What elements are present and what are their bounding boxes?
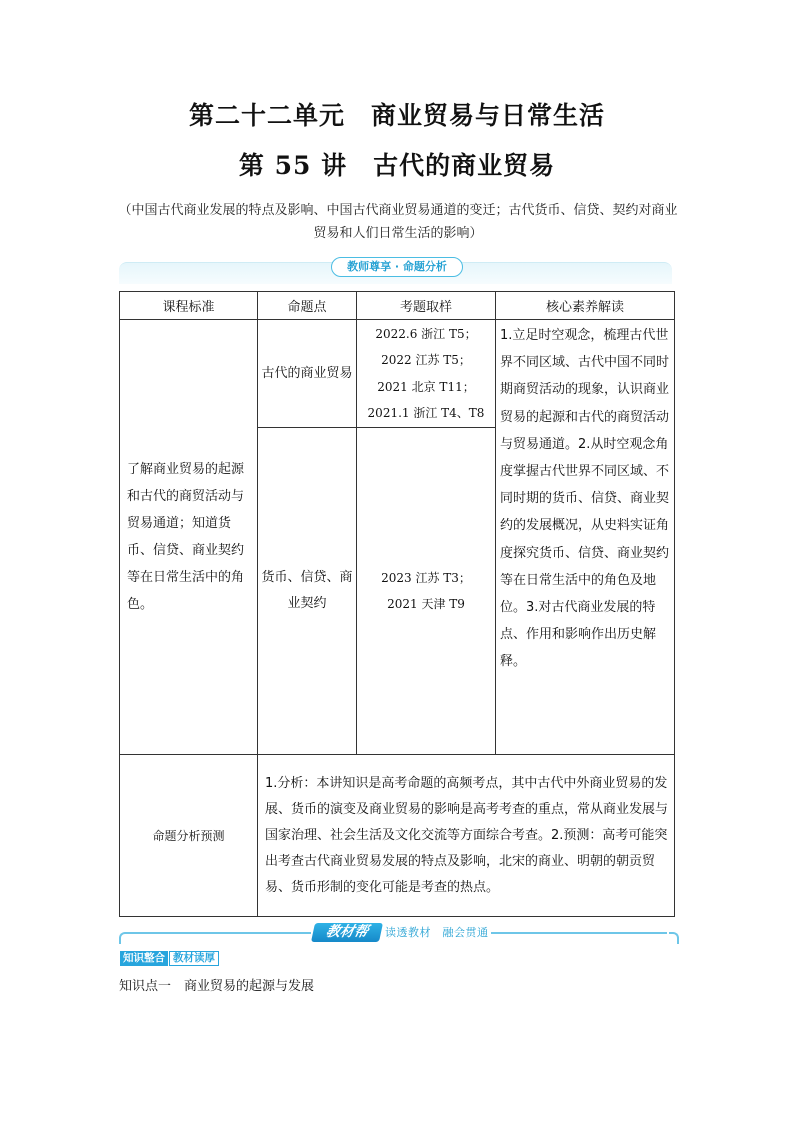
prediction-label: 命题分析预测 [120,755,258,917]
core-literacy: 1.立足时空观念，梳理古代世界不同区域、古代中国不同时期商贸活动的现象，认识商业贸易的起源和古代的商贸活动与贸易通道。2.从时空观念角度掌握古代世界不同区域、不同时期的货币、信贷、商业契约的发展概况，从史料实证角度探究货币、信贷、商业契约等在日常生活中的角色及地位。3.对古代商业发展的特点、作用和影响作出历史解释。 [496,320,675,755]
textbook-badge: 教材帮 [311,923,383,942]
header-point: 命题点 [258,292,357,320]
header-core: 核心素养解读 [496,292,675,320]
point-currency: 货币、信贷、商业契约 [258,428,357,755]
banner-line-right [491,932,667,934]
exam-item: 2022.6 浙江 T5； [375,326,477,341]
exam-item: 2021 天津 T9 [387,597,465,611]
tag-textbook: 教材读厚 [169,951,219,966]
exam-samples-1 [357,320,496,428]
exam-item: 2023 江苏 T3； [381,570,471,585]
banner-line-left [125,932,311,934]
lecture-title: 第 55 讲 古代的商业贸易 [238,151,556,180]
table-row [120,320,675,428]
exam-item: 2021 北京 T11； [377,379,475,394]
teacher-banner [119,262,672,284]
unit-title: 第二十二单元 商业贸易与日常生活 [188,101,605,130]
tag-knowledge: 知识整合 [120,951,168,966]
knowledge-point-heading: 知识点一 商业贸易的起源与发展 [119,979,315,994]
exam-item: 2022 江苏 T5； [381,353,471,367]
table-header-row [120,292,675,320]
scope-text: （中国古代商业发展的特点及影响、中国古代商业贸易通道的变迁；古代货币、信贷、契约对商业贸易和人们日常生活的影响） [118,203,678,241]
exam-samples-2 [357,428,496,755]
analysis-table [119,291,675,917]
banner-label: 教师尊享 · 命题分析 [331,257,463,277]
course-standard: 了解商业贸易的起源和古代的商贸活动与贸易通道；知道货币、信贷、商业契约等在日常生活中的角色。 [120,320,258,755]
textbook-section-banner [119,922,679,944]
banner-right-cap [669,932,679,944]
exam-item: 2021.1 浙江 T4、T8 [367,406,485,420]
header-standard: 课程标准 [120,292,258,320]
section-tags [120,951,219,966]
point-trade: 古代的商业贸易 [258,320,357,428]
table-row [120,755,675,917]
prediction-text: 1.分析：本讲知识是高考命题的高频考点，其中古代中外商业贸易的发展、货币的演变及商业贸易的影响是高考考查的重点，常从商业发展与国家治理、社会生活及文化交流等方面综合考查。2.预测：高考可能突出考查古代商业贸易发展的特点及影响，北宋的商业、明朝的朝贡贸易、货币形制的变化可能是考查的热点。 [258,755,675,917]
textbook-subtitle: 读透教材 融会贯通 [385,926,489,939]
header-exam: 考题取样 [357,292,496,320]
